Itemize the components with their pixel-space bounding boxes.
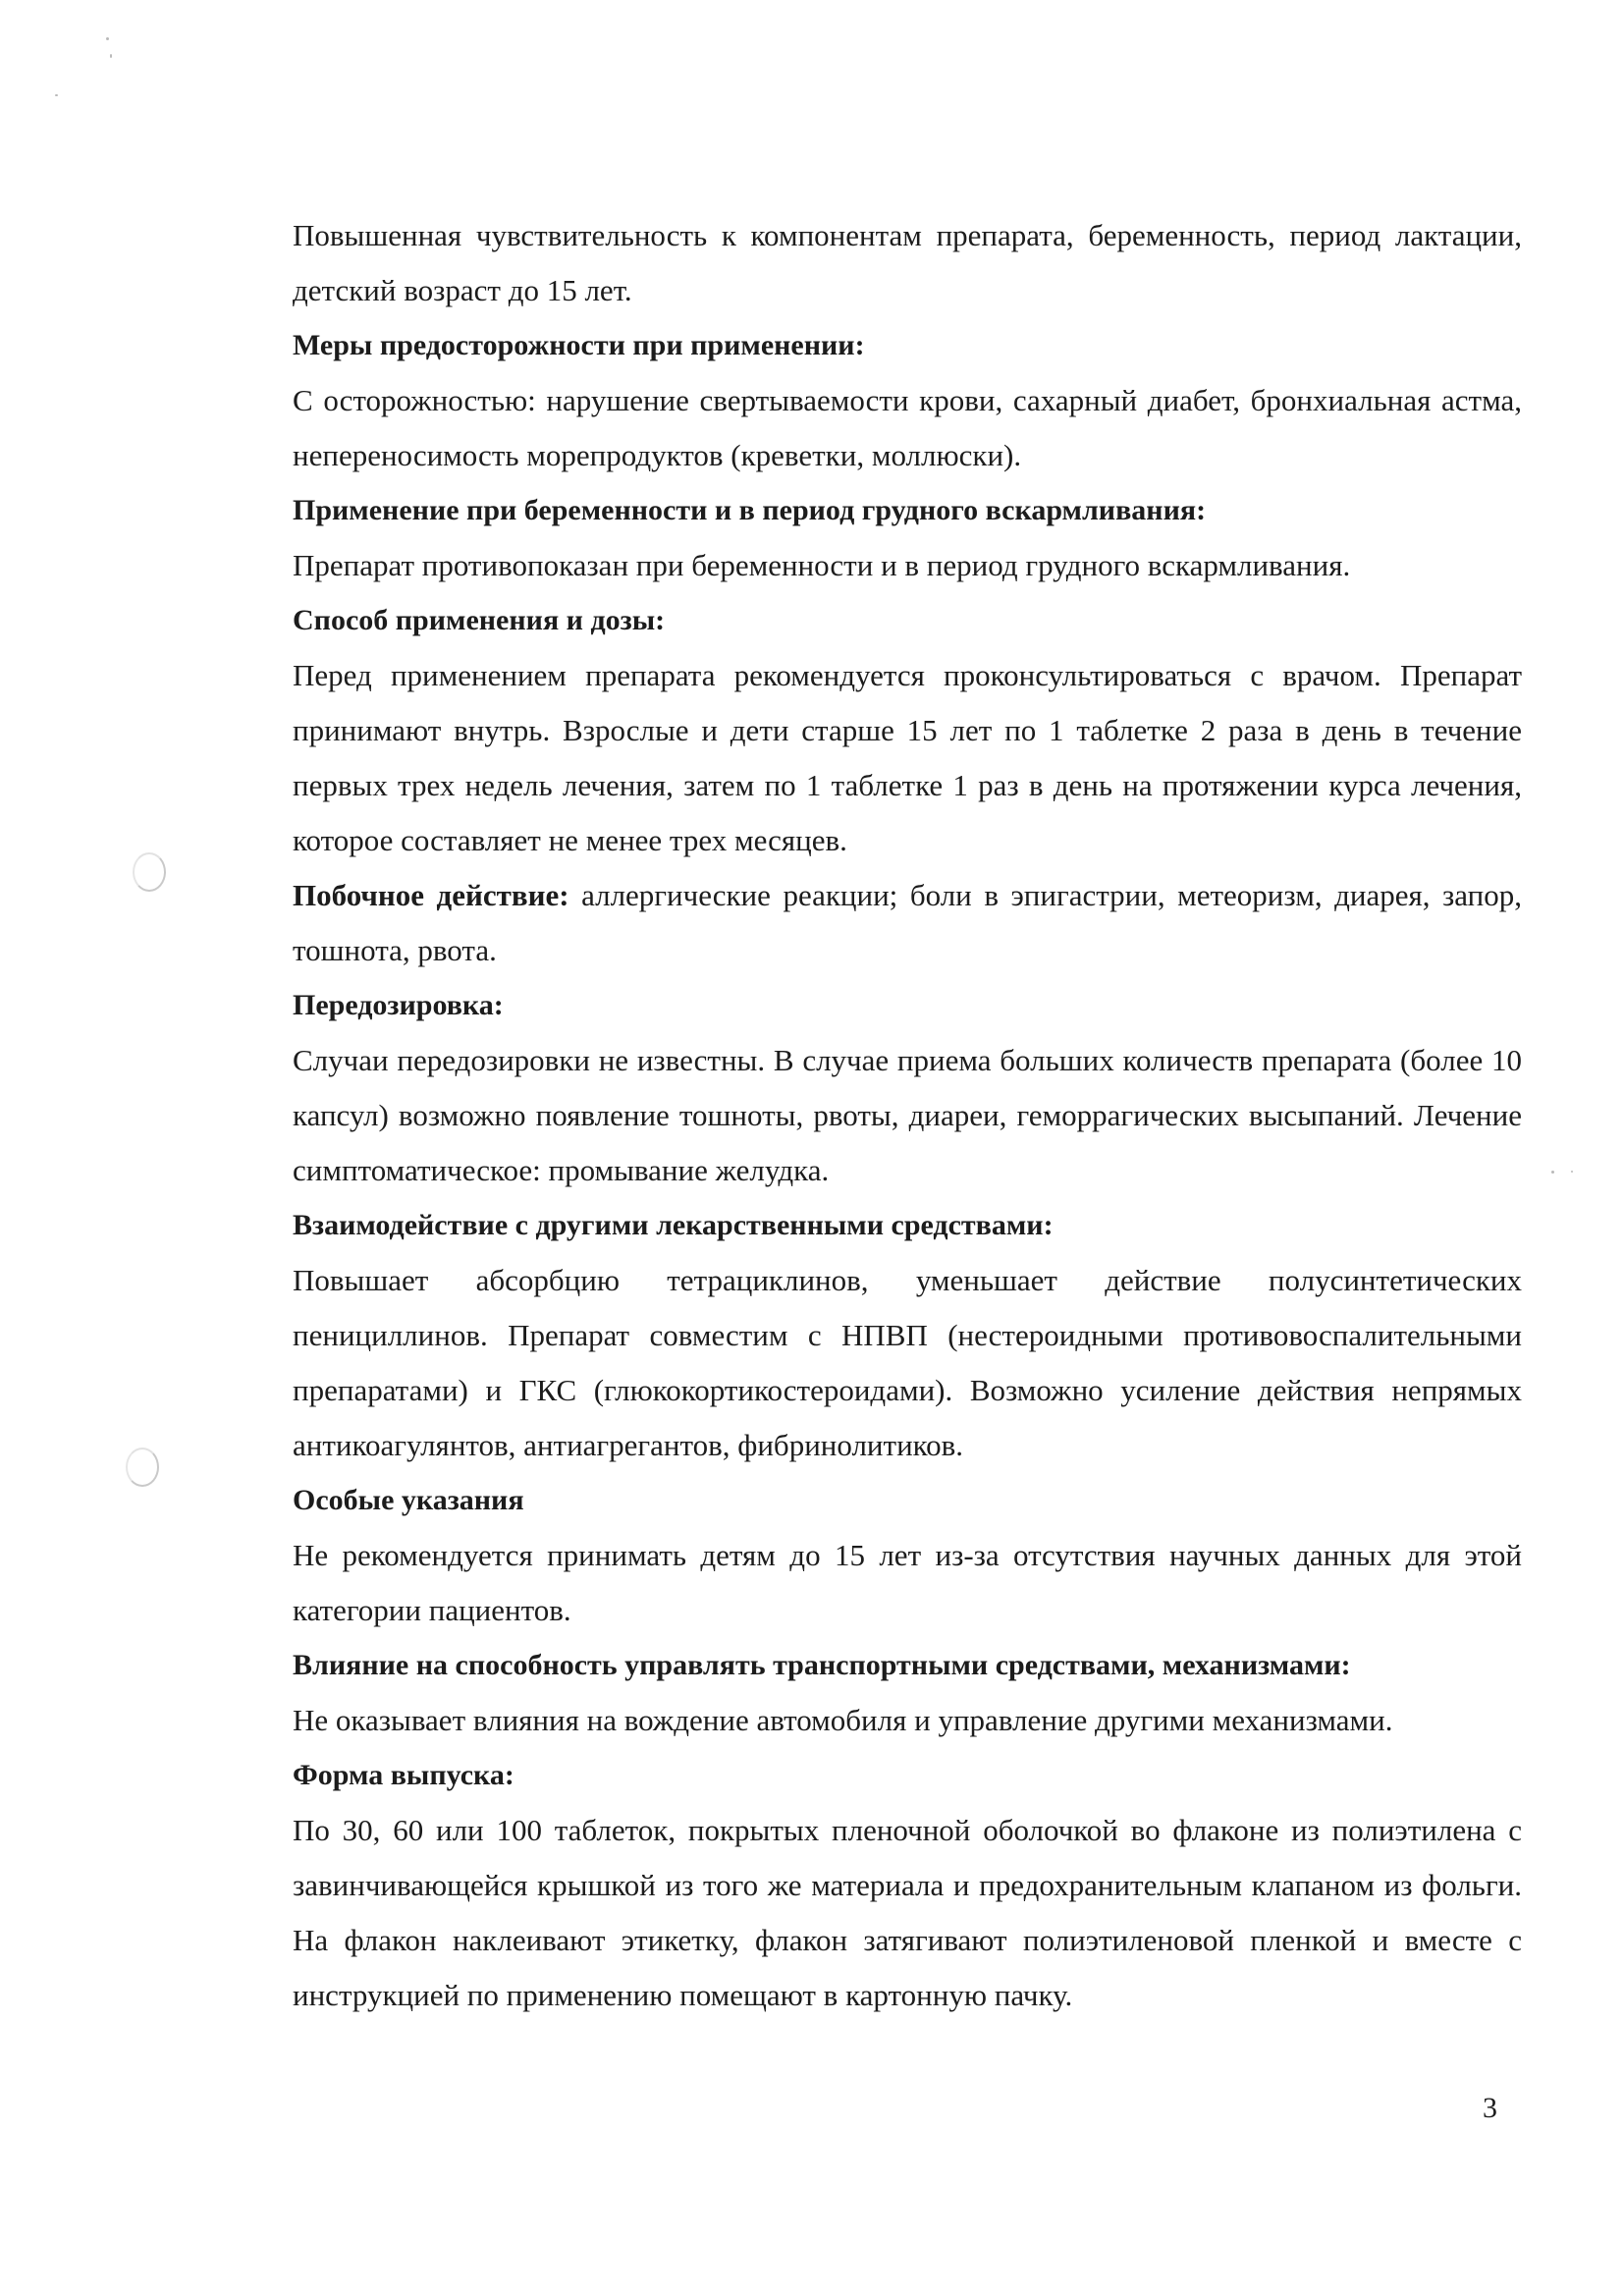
side-effects-paragraph: [293, 868, 1522, 978]
interactions-text: Повышает абсорбцию тетрациклинов, уменьшает действие полусинтетических пенициллинов. Препарат совместим с НПВП (нестероидными противовоспалительными препаратами) и ГКС (глюкокортикостероидами). Возможно усиление действия непрямых антикоагулянтов, антиагрегантов, фибринолитиков.: [293, 1263, 1522, 1462]
contraindications-text: Повышенная чувствительность к компонентам препарата, беременность, период лактации, детский возраст до 15 лет.: [293, 218, 1522, 307]
document-body: [293, 208, 1522, 2023]
interactions-heading: Взаимодействие с другими лекарственными средствами:: [293, 1209, 1054, 1241]
punch-hole-top: [133, 852, 166, 892]
side-effects-text: аллергические реакции; боли в эпигастрии, метеоризм, диарея, запор, тошнота, рвота.: [293, 878, 1522, 967]
special-instructions-text: Не рекомендуется принимать детям до 15 лет из-за отсутствия научных данных для этой категории пациентов.: [293, 1538, 1522, 1627]
scan-speck: [110, 54, 112, 58]
overdose-text: Случаи передозировки не известны. В случае приема больших количеств препарата (более 10 капсул) возможно появление тошноты, рвоты, диареи, геморрагических высыпаний. Лечение симптоматическое: промывание желудка.: [293, 1043, 1522, 1187]
overdose-heading: Передозировка:: [293, 989, 504, 1021]
scan-speck: [106, 37, 109, 40]
pregnancy-text: Препарат противопоказан при беременности и в период грудного вскармливания.: [293, 548, 1351, 582]
release-form-text: По 30, 60 или 100 таблеток, покрытых пленочной оболочкой во флаконе из полиэтилена с завинчивающейся крышкой из того же материала и предохранительным клапаном из фольги. На флакон наклеивают этикетку, флакон затягивают полиэтиленовой пленкой и вместе с инструкцией по применению помещают в картонную пачку.: [293, 1813, 1522, 2012]
page-number: 3: [1483, 2092, 1497, 2124]
dosage-text: Перед применением препарата рекомендуется проконсультироваться с врачом. Препарат принимают внутрь. Взрослые и дети старше 15 лет по 1 таблетке 2 раза в день в течение первых трех недель лечения, затем по 1 таблетке 1 раз в день на протяжении курса лечения, которое составляет не менее трех месяцев.: [293, 658, 1522, 857]
pregnancy-heading: Применение при беременности и в период грудного вскармливания:: [293, 494, 1207, 526]
release-form-heading: Форма выпуска:: [293, 1759, 514, 1791]
precautions-heading: Меры предосторожности при применении:: [293, 329, 865, 361]
precautions-text: С осторожностью: нарушение свертываемости крови, сахарный диабет, бронхиальная астма, непереносимость морепродуктов (креветки, моллюски).: [293, 383, 1522, 472]
driving-heading: Влияние на способность управлять транспортными средствами, механизмами:: [293, 1649, 1351, 1681]
special-instructions-heading: Особые указания: [293, 1484, 524, 1516]
driving-text: Не оказывает влияния на вождение автомобиля и управление другими механизмами.: [293, 1703, 1393, 1737]
side-effects-heading: Побочное действие:: [293, 878, 569, 912]
scan-speck: [1551, 1171, 1554, 1174]
dosage-heading: Способ применения и дозы:: [293, 604, 666, 636]
punch-hole-bottom: [126, 1448, 159, 1487]
scan-speck: [55, 94, 58, 96]
scan-speck: [1571, 1171, 1573, 1173]
